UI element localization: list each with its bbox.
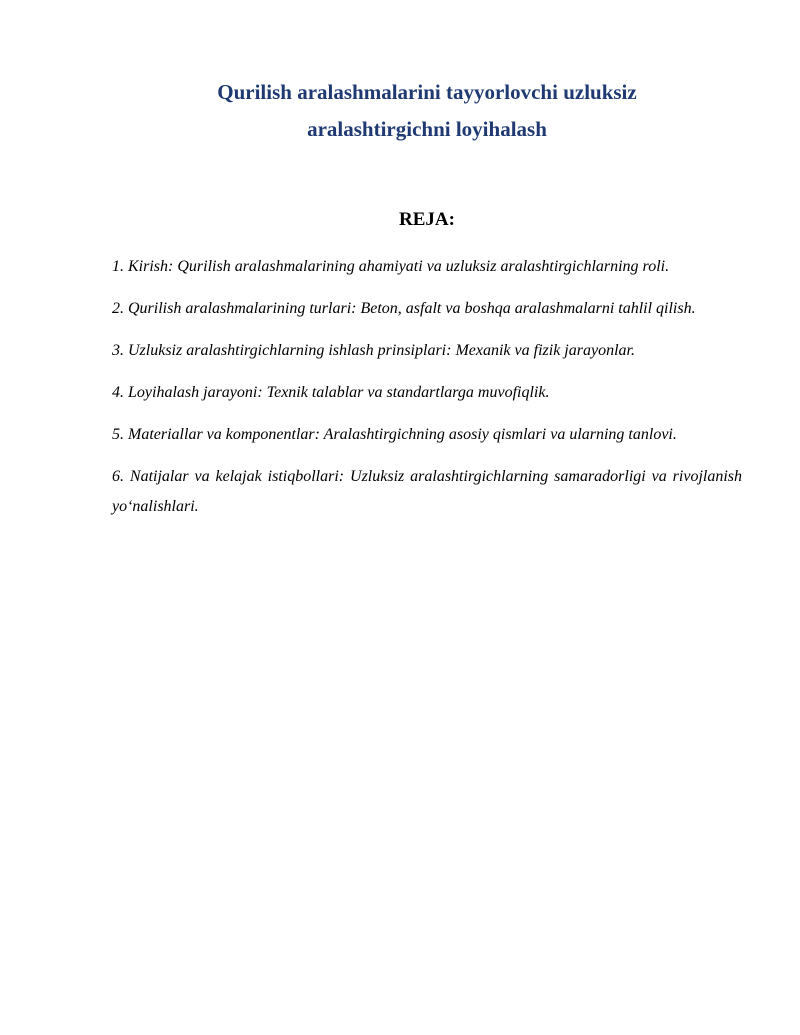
plan-item-6: 6. Natijalar va kelajak istiqbollari: Uzluksiz aralashtirgichlarning samaradorligi va rivojlanish yo‘nalishlari. [112,468,742,515]
plan-item-3: 3. Uzluksiz aralashtirgichlarning ishlash prinsiplari: Mexanik va fizik jarayonlar. [112,342,635,359]
title-line-2: aralashtirgichni loyihalash [307,117,547,141]
plan-item-4: 4. Loyihalash jarayoni: Texnik talablar va standartlarga muvofiqlik. [112,384,550,401]
plan-item-2: 2. Qurilish aralashmalarining turlari: Beton, asfalt va boshqa aralashmalarni tahlil qilish. [112,300,696,317]
plan-item-5: 5. Materiallar va komponentlar: Aralashtirgichning asosiy qismlari va ularning tanlovi. [112,426,677,443]
plan-list [112,252,742,534]
plan-heading: REJA: [399,209,455,230]
plan-item-1: 1. Kirish: Qurilish aralashmalarining ahamiyati va uzluksiz aralashtirgichlarning roli. [112,258,670,275]
document-title [112,74,742,148]
title-line-1: Qurilish aralashmalarini tayyorlovchi uzluksiz [217,80,637,104]
